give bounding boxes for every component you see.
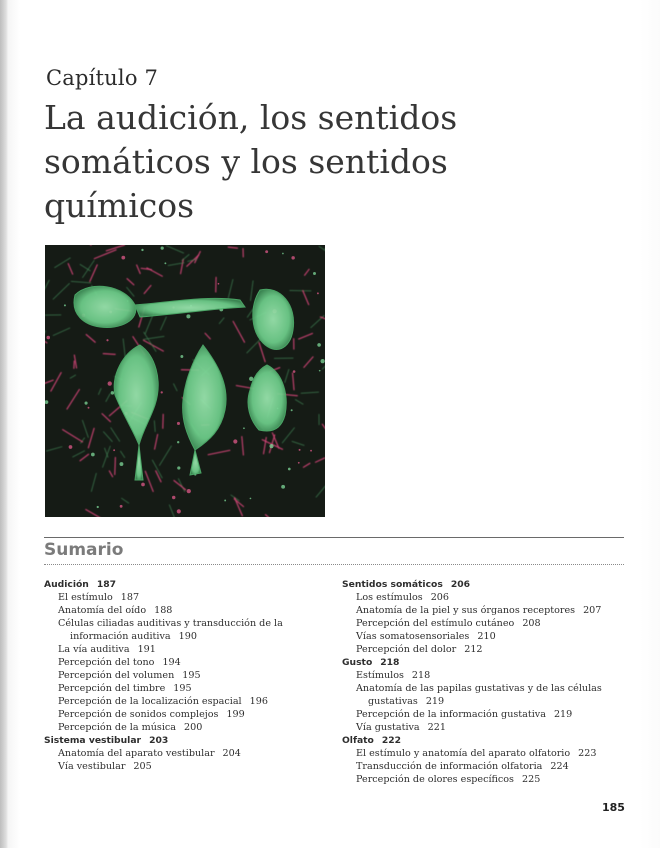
entry-page-number: 200	[184, 722, 203, 733]
entry-page-number: 218	[411, 670, 431, 681]
micrograph-dot	[282, 253, 284, 255]
summary-entry	[44, 682, 322, 695]
micrograph-dot	[177, 509, 181, 513]
entry-page-number: 225	[521, 774, 541, 785]
micrograph-dot	[97, 506, 99, 508]
micrograph-dot	[319, 370, 321, 372]
section-page-number: 203	[149, 735, 169, 746]
micrograph-dot	[120, 505, 123, 508]
entry-page-number: 194	[162, 657, 181, 668]
summary-entry	[44, 669, 322, 682]
entry-title: Vía vestibular	[58, 761, 126, 772]
micrograph-dot	[317, 343, 321, 347]
entry-title: Percepción del estímulo cutáneo	[356, 618, 515, 629]
entry-page-number: 219	[553, 709, 573, 720]
micrograph-dot	[113, 449, 115, 451]
summary-entry	[44, 604, 322, 617]
micrograph-dot	[299, 449, 301, 451]
summary-entry	[342, 760, 632, 773]
summary-left-column	[44, 578, 322, 773]
micrograph-dot	[313, 272, 316, 275]
chapter-label: Capítulo 7	[46, 66, 159, 90]
micrograph-dot	[291, 409, 293, 411]
micrograph-dot	[121, 256, 125, 260]
section-title: Sentidos somáticos	[342, 579, 443, 590]
summary-entry	[44, 591, 322, 604]
entry-title: Anatomía del oído	[58, 605, 147, 616]
micrograph-image	[45, 245, 325, 517]
section-title: Sistema vestibular	[44, 735, 142, 746]
chapter-title: La audición, los sentidos somáticos y los sentidos químicos	[44, 98, 458, 225]
section-title: Gusto	[342, 657, 373, 668]
summary-entry	[342, 617, 632, 630]
entry-title: Percepción de la música	[58, 722, 176, 733]
entry-title: Anatomía del aparato vestibular	[58, 748, 215, 759]
summary-section-heading	[44, 734, 322, 747]
micrograph-dot	[233, 439, 237, 443]
summary-section-heading	[44, 578, 322, 591]
entry-page-number: 195	[173, 683, 192, 694]
page-spine-shadow	[0, 0, 8, 848]
micrograph-dot	[265, 250, 268, 253]
summary-entry	[44, 617, 322, 643]
micrograph-dot	[85, 402, 88, 405]
entry-page-number: 187	[120, 592, 140, 603]
entry-title: Percepción del volumen	[58, 670, 175, 681]
micrograph-dot	[281, 485, 285, 489]
entry-title: Percepción de olores específicos	[356, 774, 514, 785]
entry-page-number: 191	[137, 644, 156, 655]
entry-title: Percepción de la localización espacial	[58, 696, 242, 707]
micrograph-dot	[108, 381, 112, 385]
entry-page-number: 190	[178, 631, 197, 642]
summary-entry	[44, 656, 322, 669]
entry-title: Anatomía de las papilas gustativas y de las células gustativas	[356, 683, 602, 707]
micrograph-dot	[218, 283, 220, 285]
micrograph-dot	[177, 466, 180, 469]
summary-entry	[342, 630, 632, 643]
entry-title: Percepción del dolor	[356, 644, 457, 655]
summary-entry	[342, 708, 632, 721]
summary-heading: Sumario	[44, 540, 124, 560]
micrograph-dot	[250, 498, 252, 500]
summary-entry	[44, 760, 322, 773]
summary-entry	[342, 682, 632, 708]
entry-page-number: 210	[477, 631, 496, 642]
micrograph-dot	[164, 262, 166, 264]
entry-page-number: 205	[133, 761, 152, 772]
micrograph-dot	[161, 247, 164, 250]
summary-entry	[342, 721, 632, 734]
entry-title: Vía gustativa	[356, 722, 420, 733]
entry-title: Vías somatosensoriales	[356, 631, 470, 642]
micrograph-dot	[120, 462, 124, 466]
micrograph-fiber	[115, 458, 116, 475]
micrograph-dot	[288, 468, 291, 471]
section-title: Olfato	[342, 735, 374, 746]
micrograph-dot	[141, 249, 143, 251]
section-page-number: 218	[380, 657, 400, 668]
entry-title: El estímulo	[58, 592, 113, 603]
summary-bottom-rule	[44, 564, 624, 565]
summary-entry	[342, 747, 632, 760]
micrograph-dot	[177, 422, 180, 425]
entry-title: Percepción de la información gustativa	[356, 709, 546, 720]
micrograph-dot	[243, 427, 245, 429]
entry-page-number: 224	[550, 761, 569, 772]
micrograph-dot	[187, 489, 191, 493]
entry-title: Percepción del tono	[58, 657, 155, 668]
section-page-number: 187	[96, 579, 117, 590]
micrograph-dot	[46, 336, 50, 340]
entry-page-number: 221	[427, 722, 446, 733]
micrograph-dot	[177, 441, 179, 443]
entry-page-number: 188	[154, 605, 173, 616]
entry-title: La vía auditiva	[58, 644, 130, 655]
entry-page-number: 196	[249, 696, 268, 707]
entry-page-number: 195	[182, 670, 201, 681]
summary-entry	[44, 695, 322, 708]
entry-page-number: 206	[430, 592, 450, 603]
micrograph-dot	[291, 256, 294, 259]
section-page-number: 222	[381, 735, 402, 746]
summary-entry	[342, 669, 632, 682]
summary-section-heading	[342, 734, 632, 747]
micrograph-dot	[88, 407, 90, 409]
micrograph-fiber	[103, 354, 115, 355]
entry-page-number: 219	[425, 696, 445, 707]
summary-entry	[44, 708, 322, 721]
summary-right-column	[342, 578, 632, 786]
entry-page-number: 199	[226, 709, 245, 720]
micrograph-dot	[161, 391, 163, 393]
section-page-number: 206	[450, 579, 470, 590]
micrograph-dot	[64, 304, 66, 306]
entry-title: Anatomía de la piel y sus órganos receptores	[356, 605, 576, 616]
micrograph-dot	[106, 339, 108, 341]
chapter-figure-micrograph	[45, 245, 325, 517]
entry-page-number: 223	[578, 748, 597, 759]
summary-entry	[44, 721, 322, 734]
micrograph-dot	[293, 370, 296, 373]
micrograph-dot	[172, 496, 175, 499]
summary-top-rule	[44, 537, 624, 538]
entry-title: Células ciliadas auditivas y transducción de la información auditiva	[58, 618, 283, 642]
summary-entry	[342, 604, 632, 617]
entry-page-number: 208	[522, 618, 541, 629]
micrograph-dot	[317, 292, 319, 294]
entry-title: Transducción de información olfatoria	[356, 761, 543, 772]
entry-title: Los estímulos	[356, 592, 423, 603]
summary-entry	[342, 643, 632, 656]
entry-page-number: 204	[222, 748, 241, 759]
entry-title: Estímulos	[356, 670, 404, 681]
summary-entry	[342, 591, 632, 604]
micrograph-dot	[91, 453, 95, 457]
micrograph-dot	[141, 483, 145, 487]
summary-section-heading	[342, 656, 632, 669]
micrograph-dot	[69, 445, 73, 449]
entry-title: El estímulo y anatomía del aparato olfatorio	[356, 748, 571, 759]
entry-title: Percepción de sonidos complejos	[58, 709, 219, 720]
section-title: Audición	[44, 579, 89, 590]
micrograph-dot	[310, 450, 312, 452]
summary-entry	[44, 747, 322, 760]
micrograph-dot	[224, 500, 226, 502]
micrograph-dot	[320, 359, 324, 363]
summary-section-heading	[342, 578, 632, 591]
entry-page-number: 207	[583, 605, 602, 616]
page-number: 185	[602, 801, 625, 814]
entry-page-number: 212	[464, 644, 483, 655]
micrograph-dot	[186, 314, 190, 318]
summary-entry	[342, 773, 632, 786]
entry-title: Percepción del timbre	[58, 683, 166, 694]
micrograph-dot	[180, 355, 183, 358]
micrograph-dot	[298, 462, 300, 464]
micrograph-dot	[269, 444, 273, 448]
summary-entry	[44, 643, 322, 656]
micrograph-dot	[111, 391, 114, 394]
